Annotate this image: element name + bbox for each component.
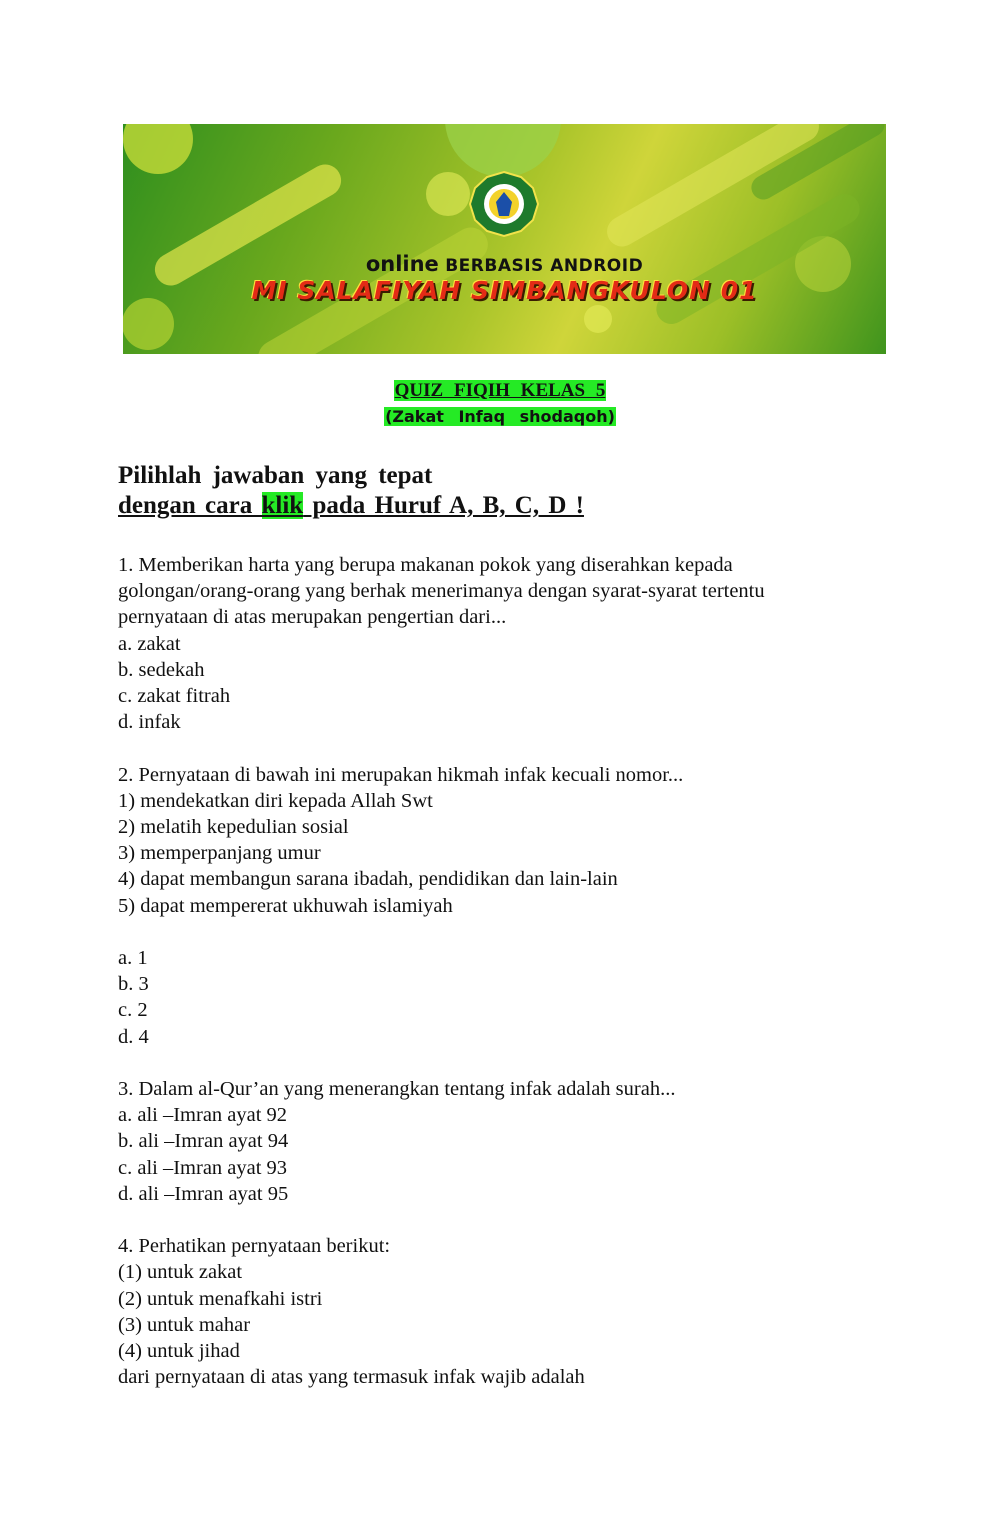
question-2-statement-1: 1) mendekatkan diri kepada Allah Swt (118, 789, 433, 812)
question-2-option-a[interactable]: a. 1 (118, 947, 148, 970)
question-2-option-d[interactable]: d. 4 (118, 1025, 149, 1048)
banner-subtitle (123, 252, 886, 276)
school-logo-icon (470, 172, 538, 236)
quiz-subtitle-text: (Zakat Infaq shodaqoh) (385, 407, 615, 426)
instruction-line-2 (118, 492, 584, 520)
question-2-statement-5: 5) dapat mempererat ukhuwah islamiyah (118, 894, 453, 917)
question-4-statement-2: (2) untuk menafkahi istri (118, 1287, 323, 1310)
instruction-highlight-klik: klik (261, 492, 304, 519)
question-2-option-b[interactable]: b. 3 (118, 973, 149, 996)
quiz-title-text: QUIZ FIQIH KELAS 5 (394, 380, 606, 401)
question-3-option-a[interactable]: a. ali –Imran ayat 92 (118, 1104, 288, 1127)
quiz-title (0, 380, 1000, 402)
question-2-statement-3: 3) memperpanjang umur (118, 842, 321, 865)
banner-title: MI SALAFIYAH SIMBANGKULON 01 (251, 276, 758, 305)
quiz-subtitle (0, 407, 1000, 426)
question-2-option-c[interactable]: c. 2 (118, 999, 148, 1022)
banner-subtitle-text: BERBASIS ANDROID (445, 256, 644, 276)
question-3-option-d[interactable]: d. ali –Imran ayat 95 (118, 1182, 289, 1205)
question-1-option-a[interactable]: a. zakat (118, 632, 181, 655)
question-4-stem-line-1: 4. Perhatikan pernyataan berikut: (118, 1235, 391, 1258)
header-banner (123, 124, 886, 354)
question-2-statement-4: 4) dapat membangun sarana ibadah, pendidikan dan lain-lain (118, 868, 618, 891)
banner-online-text: online (365, 252, 439, 276)
question-2-statement-2: 2) melatih kepedulian sosial (118, 816, 349, 839)
question-1-stem-line-1: 1. Memberikan harta yang berupa makanan pokok yang diserahkan kepada (118, 554, 733, 576)
question-3-option-b[interactable]: b. ali –Imran ayat 94 (118, 1130, 289, 1153)
question-3-option-c[interactable]: c. ali –Imran ayat 93 (118, 1156, 288, 1179)
question-1-stem-line-2: golongan/orang-orang yang berhak menerimanya dengan syarat-syarat tertentu (118, 580, 765, 603)
question-4-statement-1: (1) untuk zakat (118, 1261, 243, 1284)
question-4-statement-3: (3) untuk mahar (118, 1313, 251, 1336)
question-1-option-b[interactable]: b. sedekah (118, 658, 205, 681)
question-2-stem-line-1: 2. Pernyataan di bawah ini merupakan hikmah infak kecuali nomor... (118, 763, 684, 786)
question-4-statement-4: (4) untuk jihad (118, 1340, 240, 1363)
question-1-option-c[interactable]: c. zakat fitrah (118, 685, 231, 708)
question-4-stem-last: dari pernyataan di atas yang termasuk infak wajib adalah (118, 1366, 585, 1389)
instruction-line-1: Pilihlah jawaban yang tepat (118, 462, 433, 489)
question-list (118, 552, 938, 1390)
question-1-option-d[interactable]: d. infak (118, 711, 181, 734)
instruction-text-before: dengan cara (118, 492, 262, 519)
question-1-stem-line-3: pernyataan di atas merupakan pengertian dari... (118, 606, 507, 629)
question-3-stem: 3. Dalam al-Qur’an yang menerangkan tentang infak adalah surah... (118, 1078, 676, 1101)
instruction-text-after: pada Huruf A, B, C, D ! (303, 492, 584, 519)
banner-decoration (123, 124, 886, 354)
